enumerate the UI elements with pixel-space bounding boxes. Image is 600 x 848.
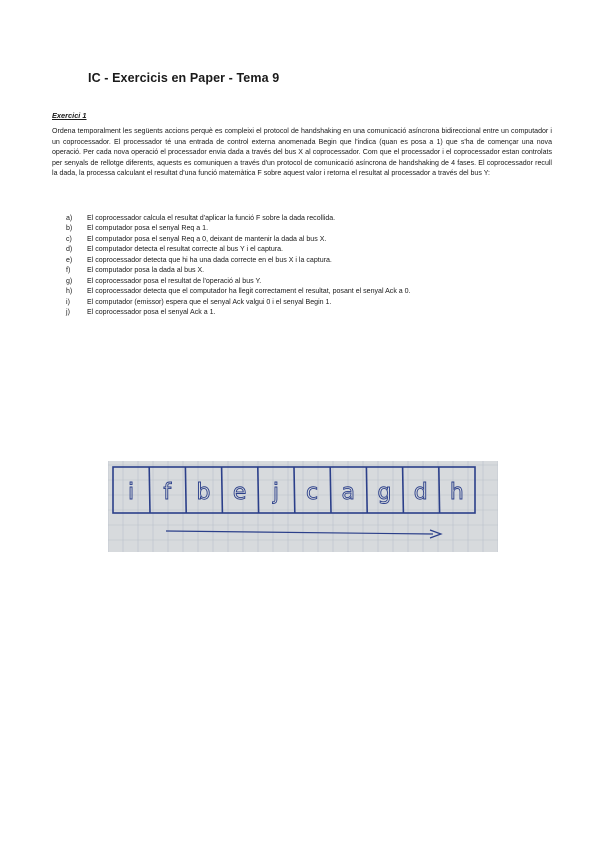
list-item: [66, 235, 411, 245]
item-text: El coprocessador calcula el resultat d'aplicar la funció F sobre la dada recollida.: [87, 215, 336, 222]
cell-divider: [439, 467, 440, 513]
answer-letter: a: [341, 480, 356, 505]
list-item: [66, 298, 411, 308]
list-item: [66, 245, 411, 255]
answer-letter: c: [306, 480, 319, 505]
time-axis-label: t: [278, 533, 285, 552]
item-text: El computador (emissor) espera que el senyal Ack valgui 0 i el senyal Begin 1.: [87, 298, 332, 306]
item-label: j): [66, 309, 70, 317]
cell-divider: [366, 467, 367, 513]
item-text: El coprocessador detecta que hi ha una dada correcte en el bus X i la captura.: [87, 256, 332, 264]
item-label: h): [66, 288, 73, 296]
list-item: [66, 224, 411, 234]
cell-divider: [258, 467, 259, 513]
cell-divider: [185, 467, 186, 513]
item-text: El coprocessador posa el resultat de l'operació al bus Y.: [87, 277, 262, 285]
cell-divider: [294, 467, 295, 513]
item-label: d): [66, 246, 73, 254]
list-item: [66, 277, 411, 287]
exercise-statement: Ordena temporalment les següents accions perquè es compleixi el protocol de handshaking en una comunicació asíncrona bidireccional entre un computador i un coprocessador. El processador té una entrada de control externa anomenada Begin que l'indica (quan es posa a 1) que s'ha de començar una nova operació. Per cada nova operació el processador envia dada a través del bus X al coprocessador. Com que el processador i el coprocessador estan controlats per senyals de rellotge diferents, aquests es comuniquen a través d'un protocol de comunicació asíncrona de handshaking de 4 fases. El coprocessador recull la dada, la processa calculant el resultat d'una funció matemàtica F sobre aquest valor i retorna el resultat al processador a través del bus Y:: [52, 128, 552, 177]
answer-letter: b: [196, 480, 211, 505]
item-text: El coprocessador detecta que el computador ha llegit correctament el resultat, posant el senyal Ack a 0.: [87, 288, 411, 296]
cell-divider: [222, 467, 223, 513]
list-item: [66, 308, 411, 318]
item-label: i): [66, 298, 70, 306]
cell-divider: [403, 467, 404, 513]
list-item: [66, 256, 411, 266]
answer-sketch: [108, 461, 498, 552]
item-text: El computador posa el senyal Req a 1.: [87, 225, 209, 233]
answer-letter: f: [163, 480, 172, 505]
item-label: g): [66, 277, 73, 285]
list-item: [66, 214, 411, 224]
answer-letter: h: [449, 480, 464, 505]
answer-letter: j: [272, 480, 279, 505]
list-item: [66, 266, 411, 276]
item-label: b): [66, 225, 73, 233]
handwritten-answer-photo: [108, 461, 498, 552]
item-label: c): [66, 235, 72, 243]
item-text: El computador posa la dada al bus X.: [87, 267, 205, 275]
answer-letter: g: [377, 480, 392, 505]
answer-letter: i: [128, 480, 135, 505]
item-text: El computador detecta el resultat correcte al bus Y i el captura.: [87, 246, 283, 254]
answer-letter: d: [413, 480, 428, 505]
item-label: a): [66, 215, 73, 222]
action-list: [66, 214, 411, 319]
cell-divider: [149, 467, 150, 513]
exercise-heading: Exercici 1: [52, 111, 87, 120]
item-text: El computador posa el senyal Req a 0, deixant de mantenir la dada al bus X.: [87, 235, 327, 243]
item-label: e): [66, 256, 73, 264]
item-text: El coprocessador posa el senyal Ack a 1.: [87, 309, 216, 317]
list-item: [66, 287, 411, 297]
item-label: f): [66, 267, 71, 275]
cell-divider: [330, 467, 331, 513]
page-title: IC - Exercicis en Paper - Tema 9: [88, 71, 280, 85]
answer-letter: e: [232, 480, 247, 505]
